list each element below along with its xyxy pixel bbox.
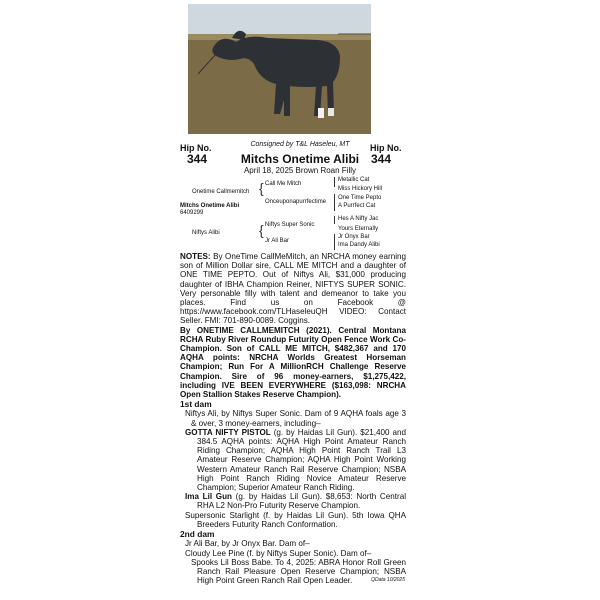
pedigree-dam: Niftys Alibi bbox=[192, 230, 220, 236]
bar-g3 bbox=[334, 216, 335, 224]
horse-photo bbox=[188, 4, 371, 134]
pedigree-g8: Ima Dandy Alibi bbox=[338, 242, 380, 248]
hip-label-right: Hip No. bbox=[370, 143, 402, 153]
bar-g2 bbox=[334, 194, 335, 211]
foal-2-text: (g. by Haidas Lil Gun). $8,653: North Central RHA L2 Non-Pro Futurity Reserve Champion. bbox=[197, 492, 407, 511]
brace-sire: { bbox=[259, 180, 264, 196]
second-dam-heading: 2nd dam bbox=[180, 529, 215, 540]
sire-paragraph: By ONETIME CALLMEMITCH (2021). Central Montana RCHA Ruby River Roundup Futurity Open Fence Work Co-Champion. Son of CALL ME MITCH, $482,367 and 170 AQHA points: NRCHA Worlds Greatest Horseman Champion; Run For A MillionRCH Challenge Reserve Champion. Sire of 96 money-earners, $1,275,422, including IVE BEEN EVERYWHERE ($163,098: NRCHA Open Stallion Stakes Reserve Champion). bbox=[180, 325, 406, 400]
first-dam-foal-2 bbox=[180, 492, 406, 510]
pedigree-sire-sire: Call Me Mitch bbox=[265, 181, 302, 187]
horse-name: Mitchs Onetime Alibi bbox=[240, 152, 360, 166]
second-dam-line-1: Cloudy Lee Pine (f. by Niftys Super Sonic). Dam of– bbox=[185, 548, 372, 558]
notes-paragraph bbox=[180, 252, 406, 326]
foaling-line: April 18, 2025 Brown Roan Filly bbox=[243, 166, 357, 175]
notes-label: NOTES: bbox=[180, 252, 211, 261]
foal-1-text: (g. by Haidas Lil Gun). $21,400 and 384.5 AQHA points: AQHA High Point Amateur Ranch Riding Champion; AQHA High Point Ranch Trail L3 Amateur Reserve Champion; AQHA High Point Working Western Amateur Ranch Rail Reserve Champion; NSBA High Point Ranch Riding Novice Amateur Reserve Champion; Superior Amateur Ranch Riding. bbox=[197, 427, 406, 493]
first-dam-foal-3: Supersonic Starlight (f. by Haidas Lil Gun). 5th Iowa QHA Breeders Futurity Ranch Conformation. bbox=[185, 510, 406, 529]
catalog-body bbox=[180, 252, 406, 585]
notes-text: By OneTime CallMeMitch, an NRCHA money earning son of Million Dollar sire, CALL ME MITCH and a daughter of ONE TIME PEPTO. Out of Niftys Ali, $31,000 producing daughter of IBHA Champion Reiner, NIFTYS SUPER SONIC. Very personable filly with talent and demeanor to take you places. Find us on Facebook @ https://www.facebook.com/TLHaseleuQH VIDEO: Contact Seller. FMI: 701-890-0089. Coggins. bbox=[180, 252, 406, 326]
first-dam-heading: 1st dam bbox=[180, 399, 212, 410]
bar-g1 bbox=[334, 177, 335, 187]
pedigree-sire-dam: Onceuponapurrfectime bbox=[265, 199, 327, 205]
bar-g4 bbox=[334, 234, 335, 250]
second-dam-intro: Jr Ali Bar, by Jr Onyx Bar. Dam of– bbox=[185, 539, 310, 549]
hip-number-right: 344 bbox=[371, 152, 392, 166]
second-dam-line-2: Spooks Lil Boss Babe. To 4, 2025: ABRA Honor Roll Green Ranch Rail Pleasure Open Reserve Champion; NSBA High Point Green Ranch Rail Open Leader. bbox=[191, 557, 406, 586]
foal-1-name: GOTTA NIFTY PISTOL bbox=[185, 427, 271, 437]
consignor-line: Consigned by T&L Haseleu, MT bbox=[250, 141, 350, 148]
pedigree-g1: Metallic Cat bbox=[338, 177, 370, 183]
pedigree-subject: Mitchs Onetime Alibi bbox=[180, 203, 240, 209]
pedigree-g2: Miss Hickory Hill bbox=[338, 186, 382, 192]
first-dam-foal-1 bbox=[180, 428, 406, 492]
horse-illustration bbox=[188, 4, 371, 134]
pedigree-g5: Hes A Nifty Jac bbox=[338, 216, 379, 222]
pedigree-g3: One Time Pepto bbox=[338, 195, 382, 201]
foal-2-name: Ima Lil Gun bbox=[185, 492, 232, 502]
brace-dam: { bbox=[259, 222, 264, 238]
pedigree-g4: A Purrfect Cat bbox=[338, 203, 376, 209]
pedigree-dam-sire: Niftys Super Sonic bbox=[265, 222, 315, 228]
pedigree-g6: Yours Eternally bbox=[338, 226, 379, 232]
pedigree-reg-number: 6409299 bbox=[180, 210, 204, 216]
pedigree-dam-dam: Jr Ali Bar bbox=[265, 238, 290, 244]
hip-number-left: 344 bbox=[187, 152, 208, 166]
qdata-footer: QData 10/2025 bbox=[371, 577, 405, 583]
first-dam-intro: Niftys Ali, by Niftys Super Sonic. Dam of 9 AQHA foals age 3 & over, 3 money-earners, including– bbox=[185, 409, 406, 428]
hip-label-left: Hip No. bbox=[180, 143, 212, 153]
pedigree-g7: Jr Onyx Bar bbox=[338, 234, 370, 240]
pedigree-sire: Onetime Callmemitch bbox=[192, 189, 250, 195]
